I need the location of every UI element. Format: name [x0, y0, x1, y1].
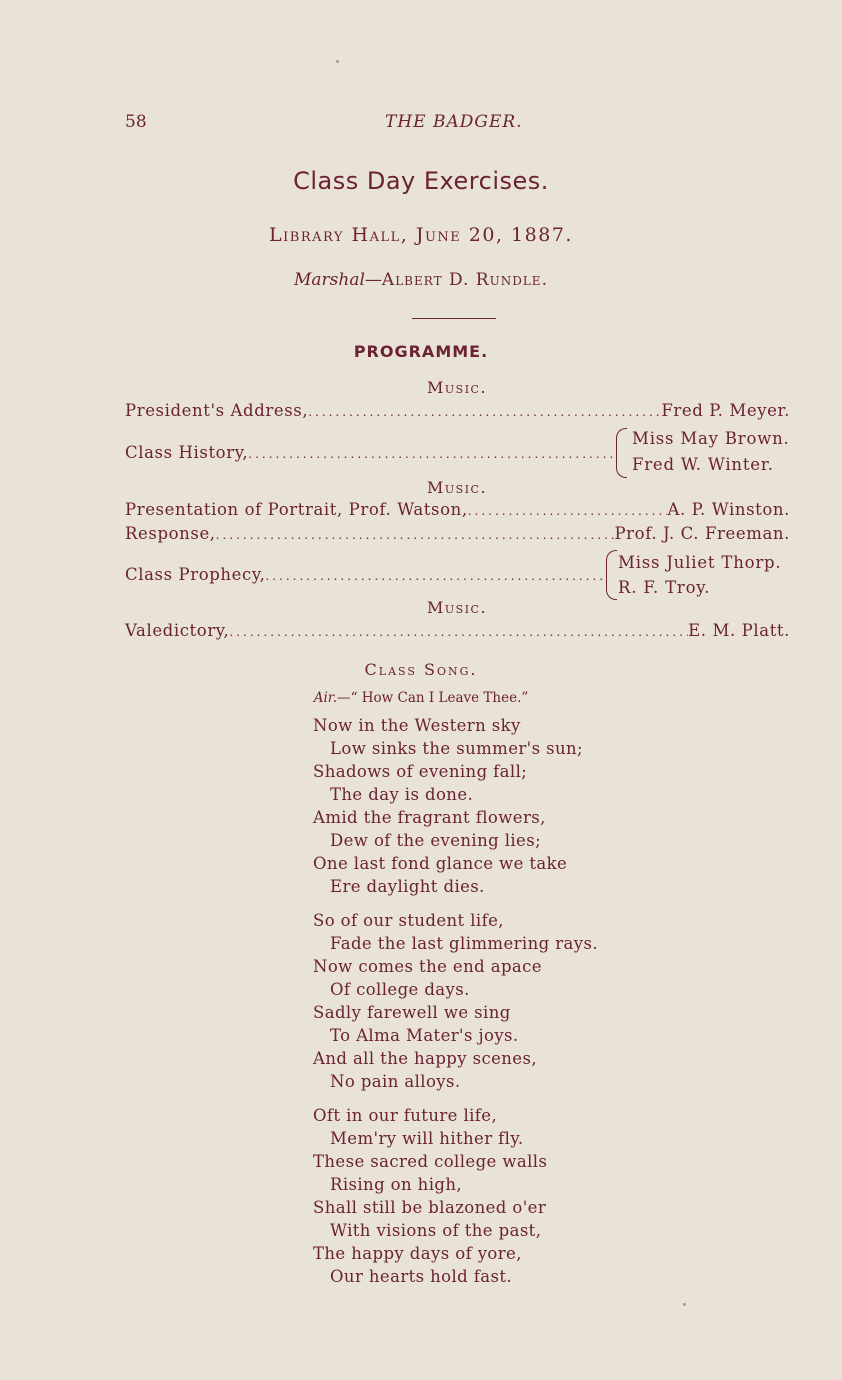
marshal-name: Albert D. Rundle.: [381, 270, 548, 290]
poem-line: The happy days of yore,: [313, 1244, 522, 1263]
leader-dots: [248, 447, 615, 461]
programme-row-class-prophecy: [125, 565, 605, 589]
poem-line: One last fond glance we take: [313, 854, 568, 873]
poem-line: Shall still be blazoned o'er: [313, 1198, 547, 1217]
programme-row-valedictory: [125, 621, 790, 645]
poem-line: Of college days.: [330, 980, 470, 999]
divider-rule: [412, 318, 496, 319]
poem-line: Mem'ry will hither fly.: [330, 1129, 524, 1148]
poem-line: Fade the last glimmering rays.: [330, 934, 598, 953]
music-interlude-1: Music.: [427, 378, 488, 397]
programme-label: Class Prophecy,: [125, 565, 266, 584]
poem-line: Shadows of evening fall;: [313, 762, 528, 781]
poem-line: Dew of the evening lies;: [330, 831, 542, 850]
leader-dots: [216, 528, 615, 542]
poem-line: Our hearts hold fast.: [330, 1267, 513, 1286]
programme-label: Valedictory,: [125, 621, 230, 640]
programme-row-presidents-address: [125, 401, 790, 425]
poem-line: And all the happy scenes,: [313, 1049, 537, 1068]
poem-line: No pain alloys.: [330, 1072, 461, 1091]
air-prefix: Air.—: [313, 690, 351, 706]
programme-label: Class History,: [125, 443, 249, 462]
programme-performer: E. M. Platt.: [688, 621, 790, 640]
stanza-2: [313, 909, 598, 1093]
poem-line: The day is done.: [330, 785, 474, 804]
class-history-performer-1: Miss May Brown.: [632, 429, 790, 448]
leader-dots: [229, 625, 688, 639]
poem-line: To Alma Mater's joys.: [330, 1026, 519, 1045]
poem-line: Rising on high,: [330, 1175, 463, 1194]
programme-performer: Fred P. Meyer.: [661, 401, 790, 420]
paper-speck: [336, 60, 339, 63]
page-number: 58: [125, 112, 147, 132]
poem-line: So of our student life,: [313, 911, 504, 930]
running-title: THE BADGER.: [385, 112, 523, 132]
class-prophecy-performer-1: Miss Juliet Thorp.: [618, 553, 782, 572]
programme-performer: Prof. J. C. Freeman.: [614, 524, 790, 543]
leader-dots: [308, 405, 661, 419]
programme-row-response: [125, 524, 790, 548]
poem-line: Oft in our future life,: [313, 1106, 498, 1125]
poem-line: Amid the fragrant flowers,: [313, 808, 546, 827]
poem-line: With visions of the past,: [330, 1221, 542, 1240]
paper-speck: [683, 1303, 686, 1306]
poem-line: Ere daylight dies.: [330, 877, 485, 896]
class-prophecy-performer-2: R. F. Troy.: [618, 578, 711, 597]
programme-heading: PROGRAMME.: [353, 342, 489, 361]
programme-label: President's Address,: [125, 401, 309, 420]
marshal-line: [0, 270, 842, 290]
leader-dots: [468, 504, 668, 518]
programme-label: Presentation of Portrait, Prof. Watson,: [125, 500, 468, 519]
page-title: Class Day Exercises.: [293, 167, 549, 195]
grouping-brace: [606, 550, 617, 600]
marshal-role: Marshal—: [294, 270, 382, 290]
class-history-performer-2: Fred W. Winter.: [632, 455, 774, 474]
stanza-3: [313, 1104, 598, 1288]
poem-line: Sadly farewell we sing: [313, 1003, 511, 1022]
grouping-brace: [616, 428, 627, 478]
programme-performer: A. P. Winston.: [667, 500, 790, 519]
leader-dots: [265, 569, 605, 583]
song-title: Class Song.: [364, 660, 478, 679]
poem-line: Low sinks the summer's sun;: [330, 739, 583, 758]
poem-line: These sacred college walls: [313, 1152, 548, 1171]
programme-row-presentation: [125, 500, 790, 524]
venue-line: Library Hall, June 20, 1887.: [269, 224, 573, 246]
air-name: “ How Can I Leave Thee.”: [350, 690, 529, 706]
music-interlude-3: Music.: [427, 598, 488, 617]
programme-row-class-history: [125, 443, 615, 467]
song-air: [0, 690, 842, 706]
programme-label: Response,: [125, 524, 216, 543]
poem-line: Now comes the end apace: [313, 957, 542, 976]
song-lyrics: [313, 714, 598, 1299]
music-interlude-2: Music.: [427, 478, 488, 497]
poem-line: Now in the Western sky: [313, 716, 521, 735]
stanza-1: [313, 714, 598, 898]
